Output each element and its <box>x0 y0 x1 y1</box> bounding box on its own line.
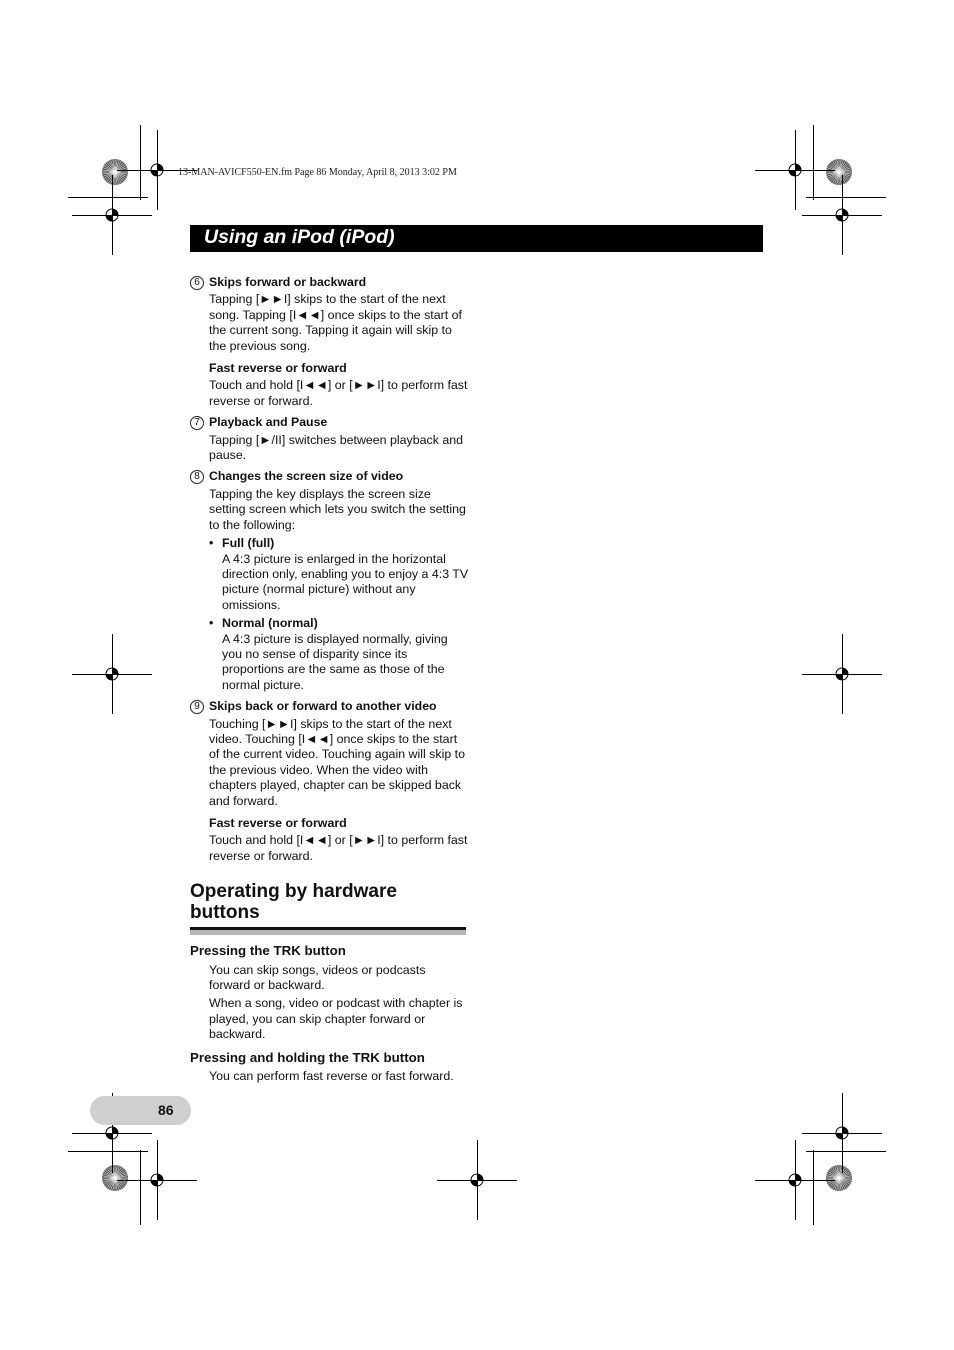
crop-line <box>813 125 814 200</box>
item-title: Playback and Pause <box>209 415 328 430</box>
item-6 <box>190 275 470 409</box>
crop-line <box>477 1140 478 1220</box>
sub-text: Touch and hold [I◄◄] or [►►I] to perform fast reverse or forward. <box>209 833 468 863</box>
main-column <box>190 275 470 1084</box>
hold-heading: Pressing and holding the TRK button <box>190 1049 425 1065</box>
item-number-6: 6 <box>190 276 204 290</box>
crop-line <box>157 1140 158 1220</box>
bullet-title: Full (full) <box>222 536 275 551</box>
crop-line <box>842 634 843 714</box>
bullet-text: A 4:3 picture is displayed normally, giving you no sense of disparity since its proportions are the same as those of the normal picture. <box>222 631 448 692</box>
bullet-title: Normal (normal) <box>222 616 318 631</box>
sub-heading: Fast reverse or forward <box>209 816 347 830</box>
item-text: Tapping [►/II] switches between playback and pause. <box>209 432 464 463</box>
crop-line <box>795 130 796 210</box>
item-title: Skips back or forward to another video <box>209 699 437 714</box>
registration-star-icon <box>825 158 853 186</box>
bullet-dot: • <box>209 616 214 631</box>
trk-text-2: When a song, video or podcast with chapter is played, you can skip chapter forward or backward. <box>209 996 463 1042</box>
crop-line <box>112 175 113 255</box>
registration-star-icon <box>101 1164 129 1192</box>
sub-text: Touch and hold [I◄◄] or [►►I] to perform fast reverse or forward. <box>209 378 468 408</box>
section-title: Using an iPod (iPod) <box>204 226 395 248</box>
bullet-normal <box>190 616 470 693</box>
bullet-text: A 4:3 picture is enlarged in the horizontal direction only, enabling you to enjoy a 4:3 TV picture (normal picture) without any omissions. <box>222 551 469 612</box>
sub-heading: Fast reverse or forward <box>209 361 347 376</box>
item-8 <box>190 469 470 693</box>
crop-line <box>806 197 886 198</box>
item-text: Tapping the key displays the screen size setting screen which lets you switch the setting to the following: <box>209 486 466 532</box>
crop-line <box>68 1151 148 1152</box>
heading-rule-grey <box>190 930 466 935</box>
crop-line <box>68 197 148 198</box>
crop-line <box>140 1150 141 1225</box>
item-heading <box>190 699 470 714</box>
item-heading <box>190 415 470 430</box>
item-number-9: 9 <box>190 700 204 714</box>
print-info: 13-MAN-AVICF550-EN.fm Page 86 Monday, April 8, 2013 3:02 PM <box>178 167 457 178</box>
bullet-full <box>190 536 470 613</box>
crop-line <box>112 634 113 714</box>
item-number-7: 7 <box>190 416 204 430</box>
registration-star-icon <box>825 1164 853 1192</box>
page-number: 86 <box>158 1102 174 1118</box>
item-heading <box>190 469 470 484</box>
page-number-tab <box>90 1096 191 1125</box>
crop-line <box>842 175 843 255</box>
crop-line <box>842 1093 843 1173</box>
hold-text: You can perform fast reverse or fast forward. <box>209 1069 454 1084</box>
bullet-dot: • <box>209 536 214 551</box>
hardware-buttons-heading: Operating by hardware buttons <box>190 881 397 924</box>
item-text: Tapping [►►I] skips to the start of the next song. Tapping [I◄◄] once skips to the start of the current song. Tapping it again will skip to the previous song. <box>209 292 462 353</box>
item-9 <box>190 699 470 864</box>
item-text: Touching [►►I] skips to the start of the next video. Touching [I◄◄] once skips to the start of the current video. Touching again will skip to the previous video. When the video with chapters played, chapter can be skipped back and forward. <box>209 716 465 808</box>
item-number-8: 8 <box>190 470 204 484</box>
crop-line <box>795 1140 796 1220</box>
crop-line <box>813 1150 814 1225</box>
crop-line <box>140 125 141 200</box>
trk-heading: Pressing the TRK button <box>190 943 346 959</box>
crop-line <box>806 1151 886 1152</box>
registration-star-icon <box>101 158 129 186</box>
item-title: Changes the screen size of video <box>209 469 404 484</box>
item-title: Skips forward or backward <box>209 275 367 289</box>
item-7 <box>190 415 470 463</box>
crop-line <box>157 130 158 210</box>
trk-text-1: You can skip songs, videos or podcasts forward or backward. <box>209 962 426 993</box>
section-title-bar <box>190 225 763 252</box>
item-heading <box>190 275 470 290</box>
